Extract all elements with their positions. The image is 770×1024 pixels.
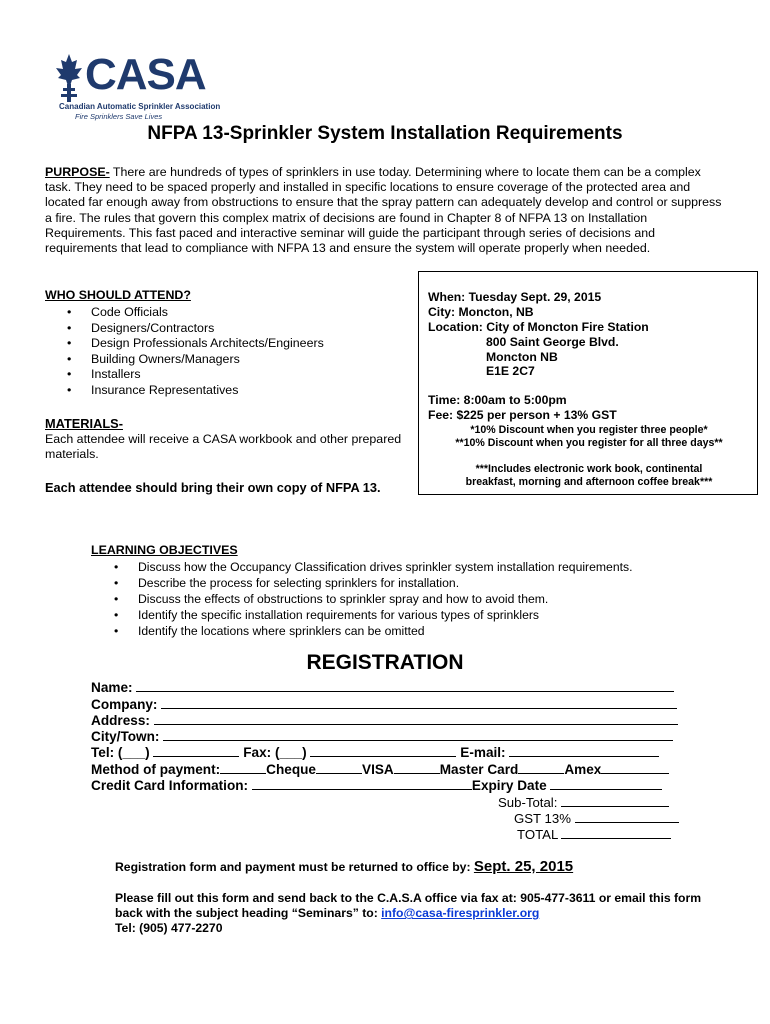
name-field[interactable]: [136, 679, 674, 692]
discount-three-days: **10% Discount when you register for all three days**: [455, 437, 723, 449]
cheque-checkbox[interactable]: [220, 761, 266, 774]
list-item: • Discuss how the Occupancy Classification drives sprinkler system installation requirements.: [114, 559, 714, 575]
visa-checkbox[interactable]: [316, 761, 362, 774]
cheque-label: Cheque: [266, 762, 316, 777]
mastercard-label: Master Card: [439, 762, 519, 777]
address-field[interactable]: [154, 712, 678, 725]
return-date: Sept. 25, 2015: [473, 858, 574, 875]
subtotal-label: Sub-Total:: [498, 795, 558, 810]
subtotal-row: [498, 794, 669, 810]
attend-heading: WHO SHOULD ATTEND?: [45, 288, 191, 302]
purpose-text: There are hundreds of types of sprinklers in use today. Determining where to locate them can be a complex task. They need to be spaced properly and installed in specific locations to ensure coverage of the protected area and located far enough away from obstructions to ensure that the spray pattern can adequately develop and control or suppress a fire. The rules that govern this complex matrix of decisions are found in Chapter 8 of NFPA 13 on Installation Requirements. This fast paced and interactive seminar will guide the participant through series of decisions and requirements that lead to compliance with NFPA 13 and ensure the system will operate properly when needed.: [45, 165, 722, 256]
visa-label: VISA: [362, 762, 394, 777]
company-field[interactable]: [161, 696, 677, 709]
includes-line2: breakfast, morning and afternoon coffee break***: [465, 476, 713, 488]
attend-list: [67, 305, 387, 399]
fax-label: Fax: (___): [243, 745, 307, 760]
address-row: [91, 712, 678, 728]
fax-text: Please fill out this form and send back to the C.A.S.A office via fax at: 905-477-3611 or email this form back with the subject heading “Seminars” to:: [115, 891, 702, 921]
name-label: Name:: [91, 680, 133, 695]
list-item: • Designers/Contractors: [67, 321, 387, 337]
fax-field[interactable]: [310, 744, 456, 757]
contact-row: [91, 744, 659, 760]
city-field[interactable]: [163, 728, 673, 741]
total-label: TOTAL: [517, 827, 558, 842]
address-label: Address:: [91, 713, 150, 728]
event-address-line2: Moncton NB: [486, 350, 558, 364]
includes-line1: ***Includes electronic work book, continental: [475, 463, 703, 475]
purpose-label: PURPOSE-: [45, 165, 110, 179]
event-when: When: Tuesday Sept. 29, 2015: [428, 290, 602, 304]
gst-label: GST 13%: [514, 811, 571, 826]
city-label: City/Town:: [91, 729, 160, 744]
page-title: NFPA 13-Sprinkler System Installation Requirements: [147, 123, 623, 144]
list-item: • Code Officials: [67, 305, 387, 321]
event-city: City: Moncton, NB: [428, 305, 534, 319]
return-deadline-note: [115, 858, 573, 875]
discount-three-people: *10% Discount when you register three people*: [470, 424, 708, 436]
list-item: • Building Owners/Managers: [67, 352, 387, 368]
email-label: E-mail:: [460, 745, 506, 760]
logo-org-name: Canadian Automatic Sprinkler Association: [59, 102, 221, 111]
city-row: [91, 728, 673, 744]
materials-text: Each attendee will receive a CASA workbook and other prepared materials.: [45, 432, 402, 462]
name-row: [91, 679, 674, 695]
payment-method-row: [91, 761, 669, 777]
amex-field[interactable]: [601, 761, 669, 774]
event-location: Location: City of Moncton Fire Station: [428, 320, 649, 334]
payment-method-label: Method of payment:: [91, 762, 221, 777]
list-item: • Insurance Representatives: [67, 383, 387, 399]
objectives-list: [114, 559, 714, 639]
tel-field[interactable]: [153, 744, 239, 757]
company-row: [91, 696, 677, 712]
event-details-box: [418, 271, 758, 495]
tel-label: Tel: (___): [91, 745, 150, 760]
event-address-line3: E1E 2C7: [486, 364, 535, 378]
materials-heading: MATERIALS-: [45, 416, 123, 431]
event-fee: Fee: $225 per person + 13% GST: [428, 408, 617, 422]
credit-card-field[interactable]: [252, 777, 472, 790]
gst-field[interactable]: [575, 810, 679, 823]
credit-card-label: Credit Card Information:: [91, 778, 249, 793]
email-link[interactable]: info@casa-firesprinkler.org: [381, 906, 540, 921]
list-item: • Identify the locations where sprinklers can be omitted: [114, 623, 714, 639]
registration-title: REGISTRATION: [306, 651, 464, 674]
expiry-label: Expiry Date: [471, 778, 547, 793]
logo-tagline: Fire Sprinklers Save Lives: [75, 112, 163, 121]
credit-card-row: [91, 777, 662, 793]
company-label: Company:: [91, 697, 158, 712]
expiry-field[interactable]: [550, 777, 662, 790]
amex-checkbox[interactable]: [518, 761, 564, 774]
objectives-heading: LEARNING OBJECTIVES: [91, 543, 238, 557]
maple-leaf-icon: [55, 52, 83, 104]
event-time: Time: 8:00am to 5:00pm: [428, 393, 567, 407]
email-field[interactable]: [509, 744, 659, 757]
purpose-paragraph: [45, 165, 725, 256]
list-item: • Discuss the effects of obstructions to sprinkler spray and how to avoid them.: [114, 591, 714, 607]
logo-wordmark: CASA: [85, 50, 206, 99]
office-tel: Tel: (905) 477-2270: [115, 921, 223, 936]
bring-copy-note: Each attendee should bring their own copy of NFPA 13.: [45, 480, 381, 495]
list-item: • Describe the process for selecting sprinklers for installation.: [114, 575, 714, 591]
fax-instructions: [115, 891, 715, 937]
mastercard-checkbox[interactable]: [394, 761, 440, 774]
gst-row: [514, 810, 679, 826]
list-item: • Identify the specific installation requirements for various types of sprinklers: [114, 607, 714, 623]
return-text: Registration form and payment must be returned to office by:: [115, 860, 474, 874]
list-item: • Installers: [67, 367, 387, 383]
list-item: • Design Professionals Architects/Engineers: [67, 336, 387, 352]
event-address-line1: 800 Saint George Blvd.: [486, 335, 619, 349]
subtotal-field[interactable]: [561, 794, 669, 807]
casa-logo: [55, 50, 221, 122]
total-field[interactable]: [561, 826, 671, 839]
total-row: [517, 826, 671, 842]
amex-label: Amex: [564, 762, 602, 777]
